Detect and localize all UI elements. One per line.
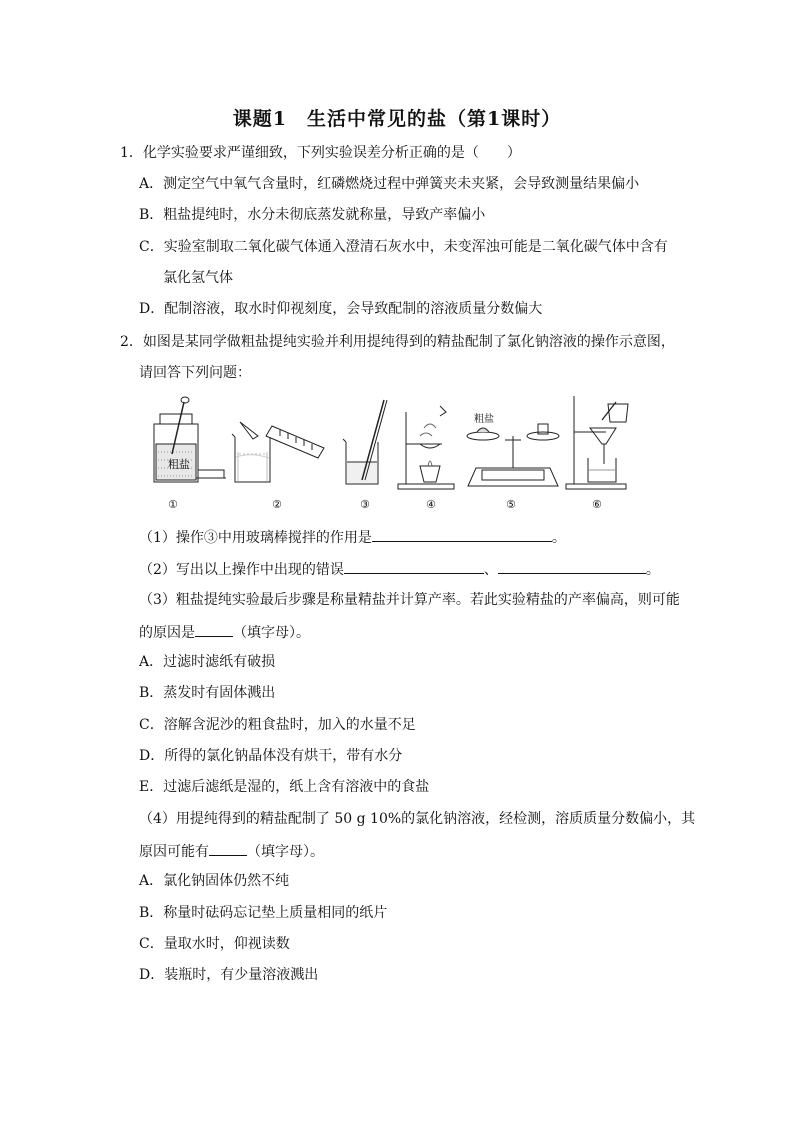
balance-illustration (467, 424, 559, 486)
q2-sub3-option-b: B．蒸发时有固体溅出 (139, 685, 276, 701)
q2-sub4-option-b: B．称量时砝码忘记垫上质量相同的纸片 (139, 905, 388, 921)
q2-sub1-answer-blank[interactable] (372, 526, 552, 542)
q2-sub2-answer-blank-2[interactable] (498, 558, 646, 574)
q2-stem-line2: 请回答下列问题： (139, 365, 251, 381)
q2-sub4-hint: （填字母）。 (247, 844, 324, 860)
q2-sub3-line1: （3）粗盐提纯实验最后步骤是称量精盐并计算产率。若此实验精盐的产率偏高，则可能 (139, 592, 680, 608)
q2-sub4-line1: （4）用提纯得到的精盐配制了 50 g 10%的氯化钠溶液，经检测，溶质质量分数偏小，其 (139, 811, 696, 827)
q2-sub4-text: 原因可能有 (139, 844, 209, 860)
q2-sub4-option-c: C．量取水时，仰视读数 (139, 936, 290, 952)
q2-sub2-separator: 、 (483, 562, 498, 578)
q2-sub3-hint: （填字母）。 (233, 625, 310, 641)
q2-sub3-text: 的原因是 (139, 625, 195, 641)
balance-label: 粗盐 (474, 414, 494, 425)
experiment-figure (140, 392, 660, 514)
figure-label-3: ③ (360, 498, 370, 511)
q2-sub3-line2 (139, 621, 310, 643)
q1-option-a: A．测定空气中氧气含量时，红磷燃烧过程中弹簧夹未夹紧，会导致测量结果偏小 (139, 176, 640, 192)
q1-option-d: D．配制溶液，取水时仰视刻度，会导致配制的溶液质量分数偏大 (139, 301, 543, 317)
q2-sub4-option-d: D．装瓶时，有少量溶液溅出 (139, 967, 319, 983)
q2-sub1-end: 。 (551, 530, 566, 546)
q1-option-b: B．粗盐提纯时，水分未彻底蒸发就称量，导致产率偏小 (139, 207, 486, 223)
q2-sub2-answer-blank-1[interactable] (344, 558, 484, 574)
q2-sub3-option-e: E．过滤后滤纸是湿的，纸上含有溶液中的食盐 (139, 779, 430, 795)
q1-option-c-continued: 氯化氢气体 (163, 270, 233, 286)
q2-sub3-answer-blank[interactable] (195, 621, 233, 637)
q2-sub2-text: （2）写出以上操作中出现的错误 (139, 562, 344, 578)
q2-sub3-option-a: A．过滤时滤纸有破损 (139, 654, 276, 670)
q2-sub1-text: （1）操作③中用玻璃棒搅拌的作用是 (139, 530, 372, 546)
q2-sub2-end: 。 (645, 562, 660, 578)
evaporation-setup-illustration (398, 406, 454, 489)
beaker-pouring-illustration (232, 422, 324, 482)
q1-stem: 1．化学实验要求严谨细致，下列实验误差分析正确的是（ ） (120, 145, 521, 161)
q2-sub3-option-c: C．溶解含泥沙的粗食盐时，加入的水量不足 (139, 717, 416, 733)
stirring-beaker-illustration (343, 400, 387, 484)
q2-stem-line1: 2．如图是某同学做粗盐提纯实验并利用提纯得到的精盐配制了氯化钠溶液的操作示意图， (120, 334, 675, 350)
page-title: 课题1 生活中常见的盐（第1课时） (232, 108, 562, 130)
figure-label-6: ⑥ (592, 498, 602, 511)
q2-sub4-line2 (139, 840, 324, 862)
filtration-setup-illustration (566, 396, 628, 489)
figure-label-2: ② (272, 498, 282, 511)
q2-sub2 (139, 558, 660, 580)
q2-sub4-answer-blank[interactable] (209, 840, 247, 856)
q2-sub1 (139, 526, 566, 548)
q2-sub4-option-a: A．氯化钠固体仍然不纯 (139, 873, 290, 889)
figure-label-5: ⑤ (506, 498, 516, 511)
q2-sub3-option-d: D．所得的氯化钠晶体没有烘干，带有水分 (139, 748, 403, 764)
q1-option-c: C．实验室制取二氧化碳气体通入澄清石灰水中，未变浑浊可能是二氧化碳气体中含有 (139, 239, 668, 255)
jar-label: 粗盐 (168, 458, 190, 471)
figure-label-1: ① (168, 498, 178, 511)
figure-label-4: ④ (426, 498, 436, 511)
reagent-jar-illustration (154, 397, 226, 482)
